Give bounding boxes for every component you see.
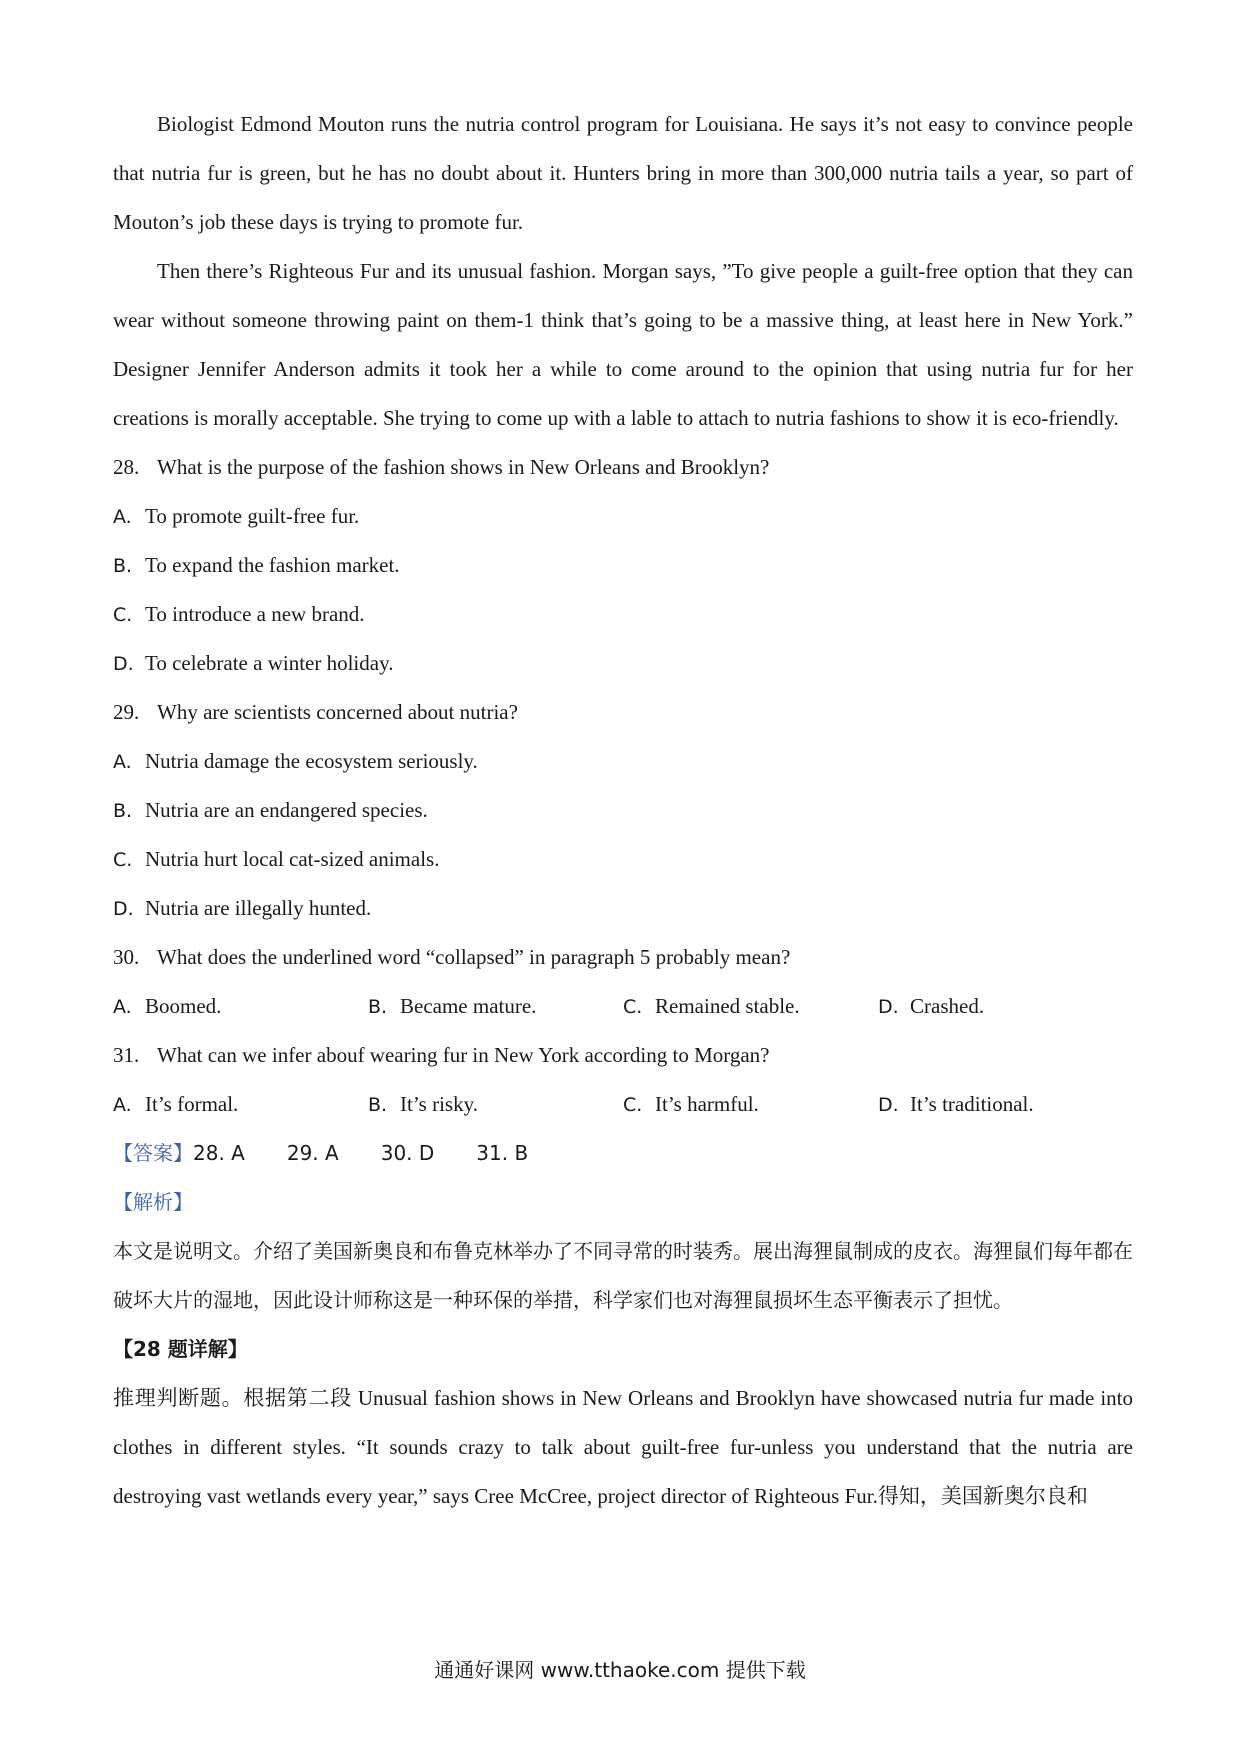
option-30-b: B. Became mature. (368, 994, 537, 1018)
option-31-b: B. It’s risky. (368, 1092, 478, 1116)
analysis-text: 本文是说明文。介绍了美国新奥良和布鲁克林举办了不同寻常的时装秀。展出海狸鼠制成的皮衣。海狸鼠们每年都在破坏大片的湿地，因此设计师称这是一种环保的举措，科学家们也对海狸鼠损坏生态平衡表示了担忧。 (113, 1239, 1133, 1312)
answer-item: 30. D (380, 1141, 435, 1165)
passage-paragraph-2: Then there’s Righteous Fur and its unusual fashion. Morgan says, ”To give people a guilt-free option that they can wear without someone throwing paint on them-1 think that’s going to be a massive thing, at least here in New York.” Designer Jennifer Anderson admits it took her a while to come around to the opinion that using nutria fur for her creations is morally acceptable. She trying to come up with a lable to attach to nutria fashions to show it is eco-friendly. (113, 259, 1133, 430)
option-29-c: C. Nutria hurt local cat-sized animals. (113, 847, 440, 871)
option-29-a: A. Nutria damage the ecosystem seriously. (113, 749, 478, 773)
passage-paragraph-1: Biologist Edmond Mouton runs the nutria control program for Louisiana. He says it’s not easy to convince people that nutria fur is green, but he has no doubt about it. Hunters bring in more than 300,000 nutria tails a year, so part of Mouton’s job these days is trying to promote fur. (113, 112, 1133, 234)
question-28 (113, 443, 1133, 492)
option-30-c: C. Remained stable. (623, 994, 800, 1018)
detail-28-text: 推理判断题。根据第二段 Unusual fashion shows in New Orleans and Brooklyn have showcased nutria fur made into clothes in different styles. “It sounds crazy to talk about guilt-free fur-unless you understand that the nutria are destroying vast wetlands every year,” says Cree McCree, project director of Righteous Fur.得知，美国新奥尔良和 (113, 1386, 1133, 1508)
options-31 (113, 1080, 1133, 1129)
question-30 (113, 933, 1133, 982)
option-30-d: D. Crashed. (878, 994, 985, 1018)
options-30 (113, 982, 1133, 1031)
answer-tag: 【答案】 (113, 1141, 193, 1165)
option-31-a: A. It’s formal. (113, 1092, 239, 1116)
detail-28-heading: 【28 题详解】 (113, 1337, 248, 1361)
answer-item: 29. A (286, 1141, 339, 1165)
page-footer: 通通好课网 www.tthaoke.com 提供下载 (434, 1658, 806, 1682)
option-28-a: A. To promote guilt-free fur. (113, 504, 360, 528)
answer-item: 31. B (476, 1141, 529, 1165)
question-31 (113, 1031, 1133, 1080)
question-text: What can we infer abouf wearing fur in New York according to Morgan? (157, 1043, 770, 1067)
document-page (113, 100, 1133, 1521)
question-number: 31. (113, 1043, 140, 1067)
question-29 (113, 688, 1133, 737)
option-28-c: C. To introduce a new brand. (113, 602, 365, 626)
answer-key (113, 1129, 1133, 1178)
question-number: 29. (113, 700, 140, 724)
question-text: What is the purpose of the fashion shows in New Orleans and Brooklyn? (157, 455, 770, 479)
answer-item: 28. A (193, 1141, 245, 1165)
option-30-a: A. Boomed. (113, 994, 222, 1018)
question-number: 28. (113, 455, 140, 479)
option-29-d: D. Nutria are illegally hunted. (113, 896, 372, 920)
question-number: 30. (113, 945, 140, 969)
option-31-d: D. It’s traditional. (878, 1092, 1034, 1116)
option-31-c: C. It’s harmful. (623, 1092, 759, 1116)
question-text: Why are scientists concerned about nutria? (157, 700, 518, 724)
analysis-tag: 【解析】 (113, 1190, 193, 1214)
option-28-b: B. To expand the fashion market. (113, 553, 400, 577)
option-28-d: D. To celebrate a winter holiday. (113, 651, 394, 675)
option-29-b: B. Nutria are an endangered species. (113, 798, 428, 822)
question-text: What does the underlined word “collapsed” in paragraph 5 probably mean? (157, 945, 791, 969)
